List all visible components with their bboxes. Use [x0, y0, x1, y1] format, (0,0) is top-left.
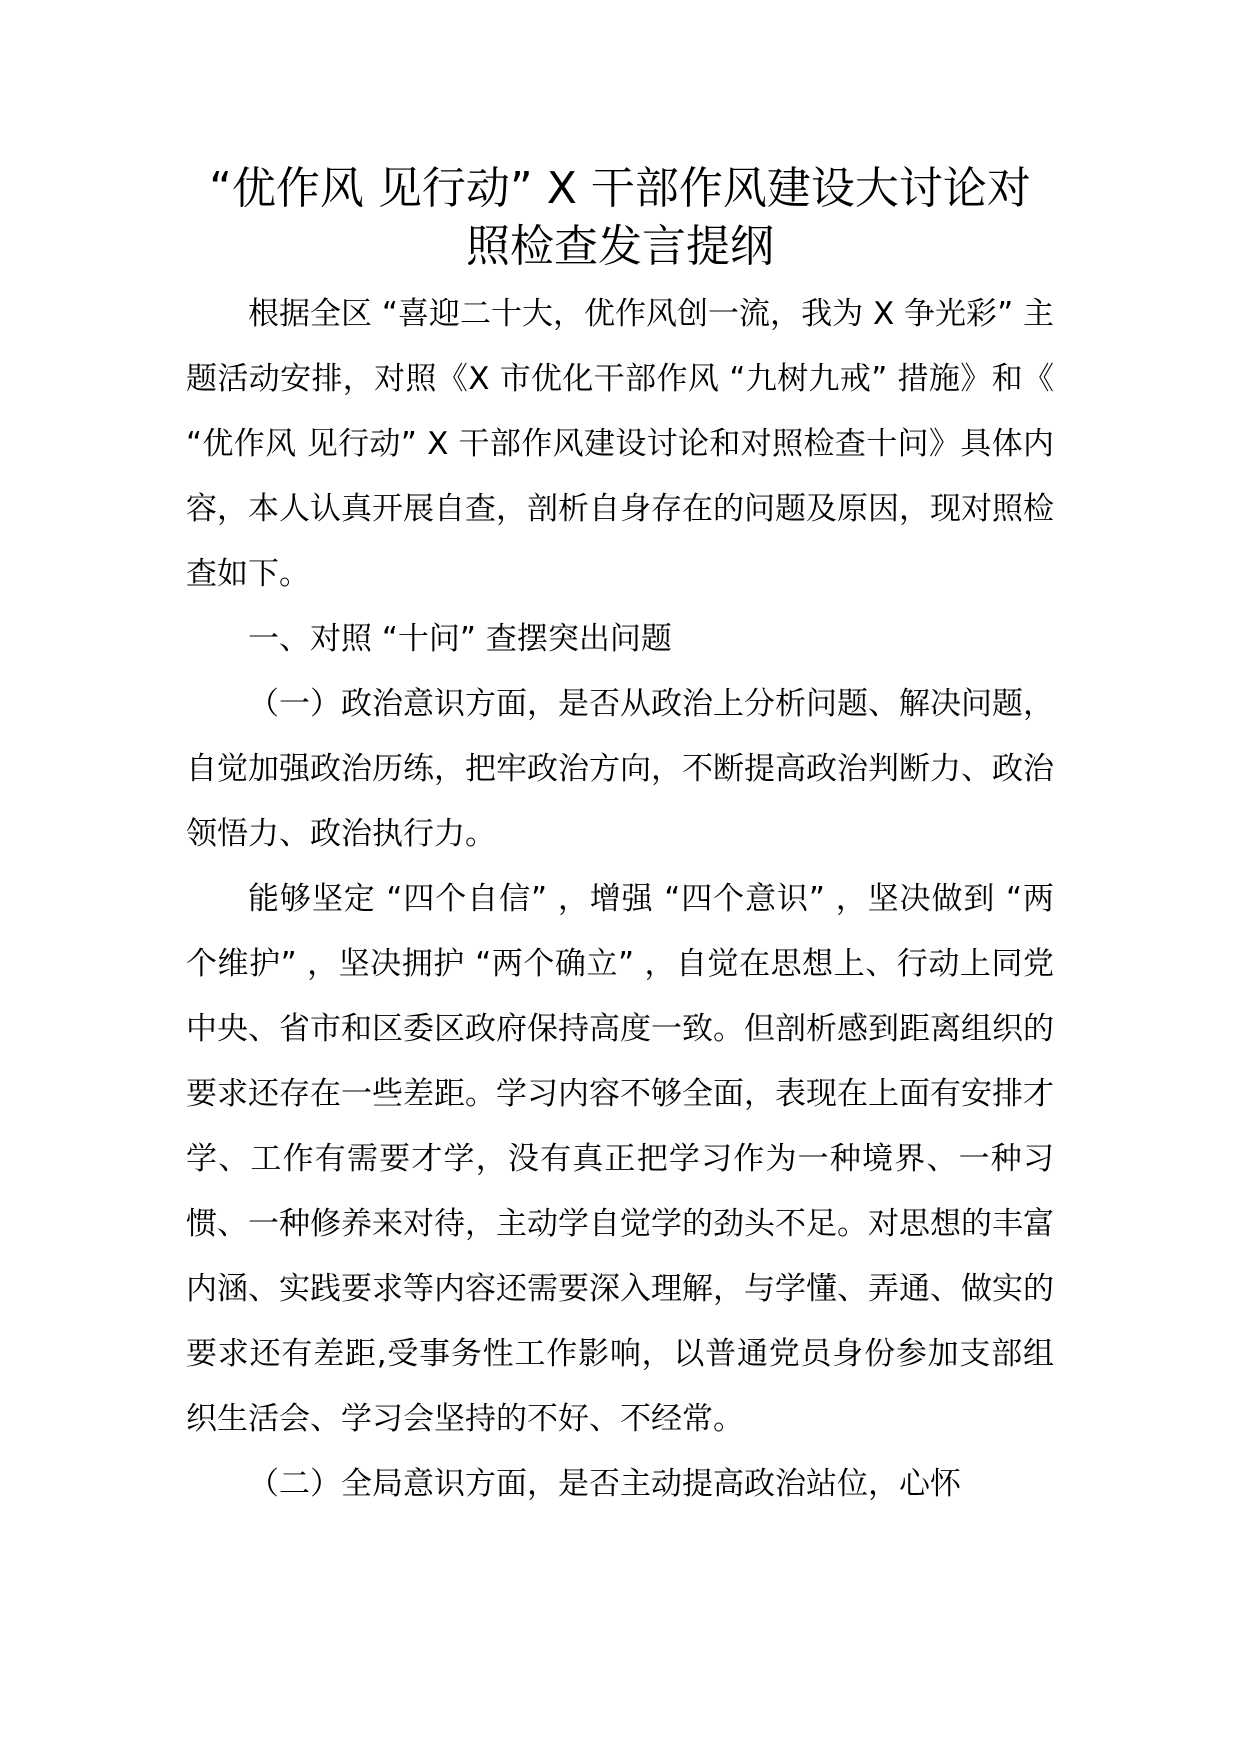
political-awareness-body: 能够坚定 “四个自信” ，增强 “四个意识” ，坚决做到 “两个维护” ，坚决拥护 “两个确立” ，自觉在思想上、行动上同党中央、省市和区委区政府保持高度一致。但剖析感到距离组织的要求还存在一些差距。学习内容不够全面，表现在上面有安排才学、工作有需要才学，没有真正把学习作为一种境界、一种习惯、一种修养来对待，主动学自觉学的劲头不足。对思想的丰富内涵、实践要求等内容还需要深入理解，与学懂、弄通、做实的要求还有差距,受事务性工作影响，以普通党员身份参加支部组织生活会、学习会坚持的不好、不经常。 — [186, 881, 1054, 1437]
title-line-1: “优作风 见行动” X 干部作风建设大讨论对 — [209, 163, 1031, 214]
section-heading-1: 一、对照 “十问” 查摆突出问题 — [248, 621, 672, 657]
document-body — [186, 282, 1054, 1517]
subsection-overall-awareness: （二）全局意识方面，是否主动提高政治站位，心怀 — [248, 1466, 961, 1502]
title-line-2: 照检查发言提纲 — [466, 221, 774, 272]
document-content — [186, 160, 1054, 1517]
intro-paragraph: 根据全区 “喜迎二十大，优作风创一流，我为 X 争光彩” 主题活动安排，对照《X 市优化干部作风 “九树九戒” 措施》和《 “优作风 见行动” X 干部作风建设讨论和对照检查十问》具体内容，本人认真开展自查，剖析自身存在的问题及原因，现对照检查如下。 — [186, 296, 1054, 592]
document-title — [186, 160, 1054, 276]
subsection-political-awareness: （一）政治意识方面，是否从政治上分析问题、解决问题，自觉加强政治历练，把牢政治方向，不断提高政治判断力、政治领悟力、政治执行力。 — [186, 686, 1054, 852]
